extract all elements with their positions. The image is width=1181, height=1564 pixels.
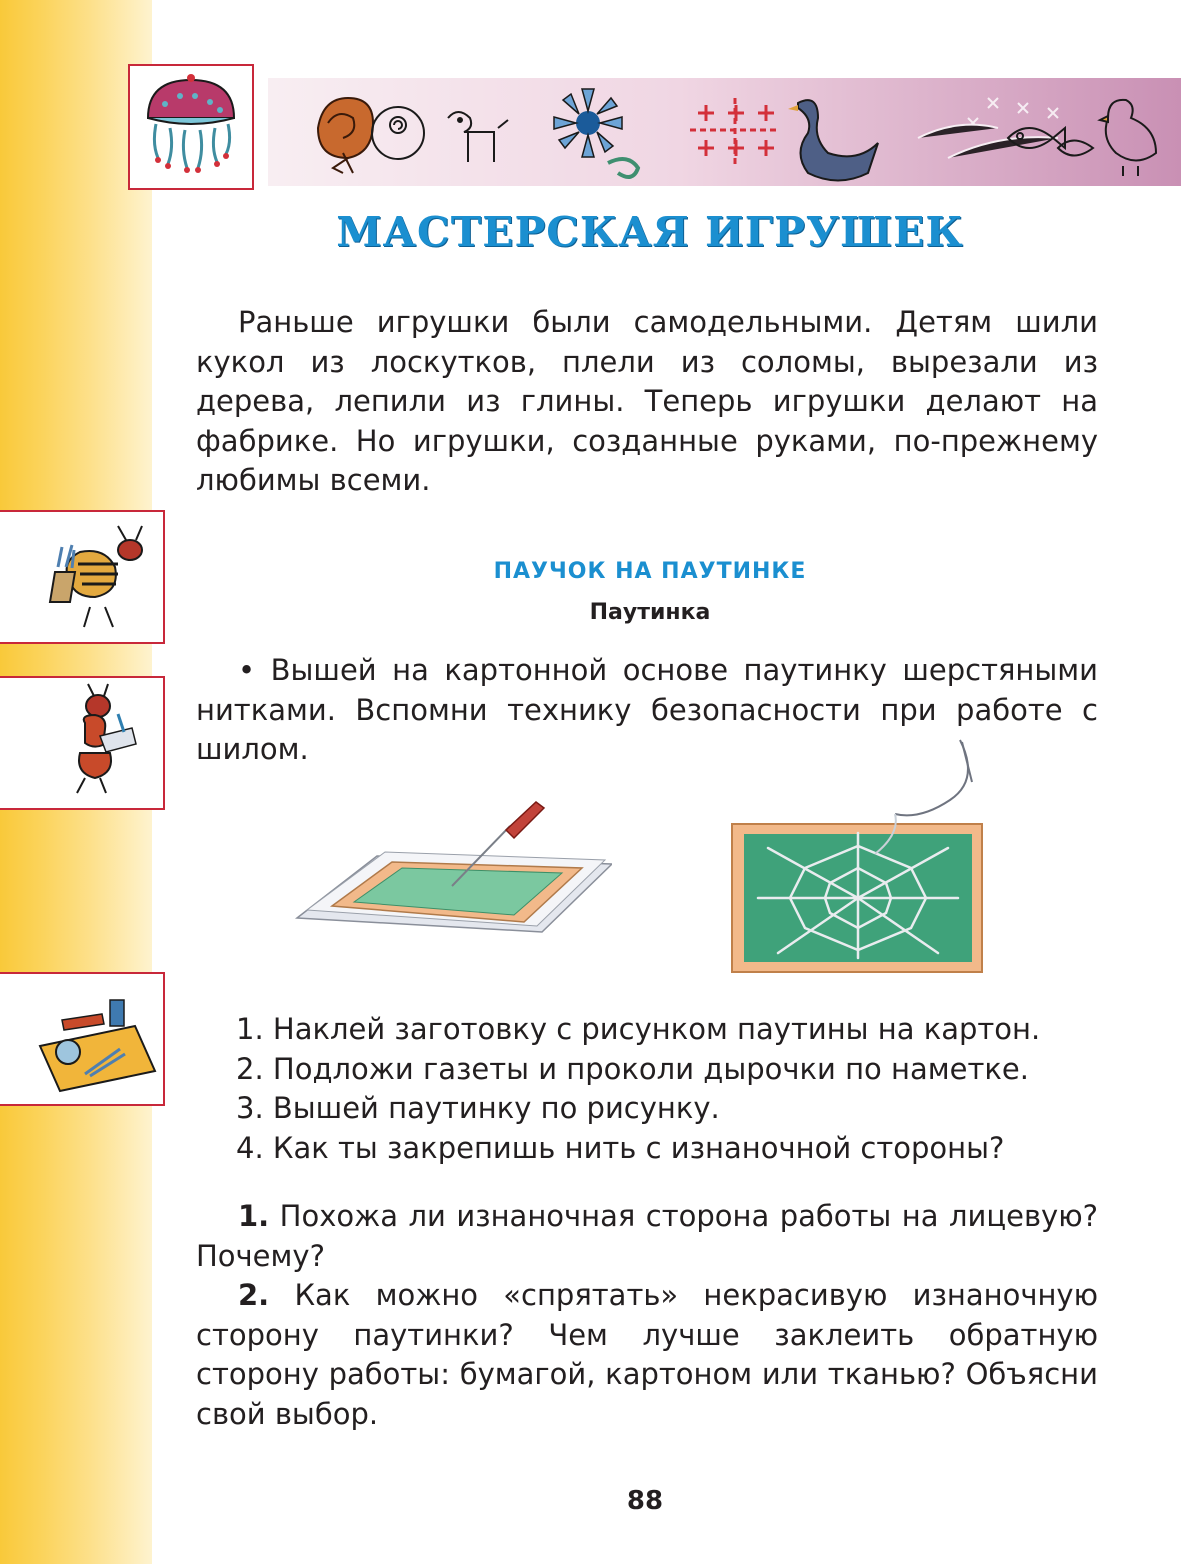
list-item: 3. Вышей паутинку по рисунку. <box>236 1091 720 1125</box>
sewing-tools-icon <box>0 974 163 1104</box>
steps-list <box>236 1010 1098 1168</box>
page-title: МАСТЕРСКАЯ ИГРУШЕК <box>336 208 964 256</box>
list-item: 1. Наклей заготовку с рисунком паутины на картон. <box>236 1012 1041 1046</box>
question-2: 2. Как можно «спрятать» некрасивую изнаночную сторону паутинки? Чем лучше заклеить обратную сторону работы: бумагой, картоном или тканью? Объясни свой выбор. <box>196 1278 1098 1431</box>
header-banner <box>268 78 1181 186</box>
ant-with-basket-icon <box>0 512 163 642</box>
task-paragraph: • Вышей на картонной основе паутинку шерстяными нитками. Вспомни технику безопасности при работе с шилом. <box>196 653 1098 766</box>
list-item: 4. Как ты закрепишь нить с изнаночной стороны? <box>236 1130 1005 1165</box>
corner-illustration-box <box>128 64 254 190</box>
side-box-tools <box>0 972 165 1106</box>
list-item: 2. Подложи газеты и проколи дырочки по наметке. <box>236 1051 1029 1086</box>
question-1: 1. Похожа ли изнаночная сторона работы на лицевую? Почему? <box>196 1199 1098 1273</box>
section-title: ПАУЧОК НА ПАУТИНКЕ <box>493 559 807 584</box>
page-number: 88 <box>626 1486 664 1516</box>
ant-with-awl-icon <box>0 678 163 808</box>
section-subtitle: Паутинка <box>589 600 711 625</box>
intro-paragraph: Раньше игрушки были самодельными. Детям шили кукол из лоскутков, плели из соломы, вырезали из дерева, лепили из глины. Теперь игрушки делают на фабрике. Но игрушки, созданные руками, по-прежнему любимы всеми. <box>196 305 1098 497</box>
jellyfish-toy-icon <box>130 66 252 188</box>
side-box-ant-basket <box>0 510 165 644</box>
embroidered-web-illustration <box>730 738 990 982</box>
awl-on-board-illustration <box>292 798 612 942</box>
side-box-ant-awl <box>0 676 165 810</box>
